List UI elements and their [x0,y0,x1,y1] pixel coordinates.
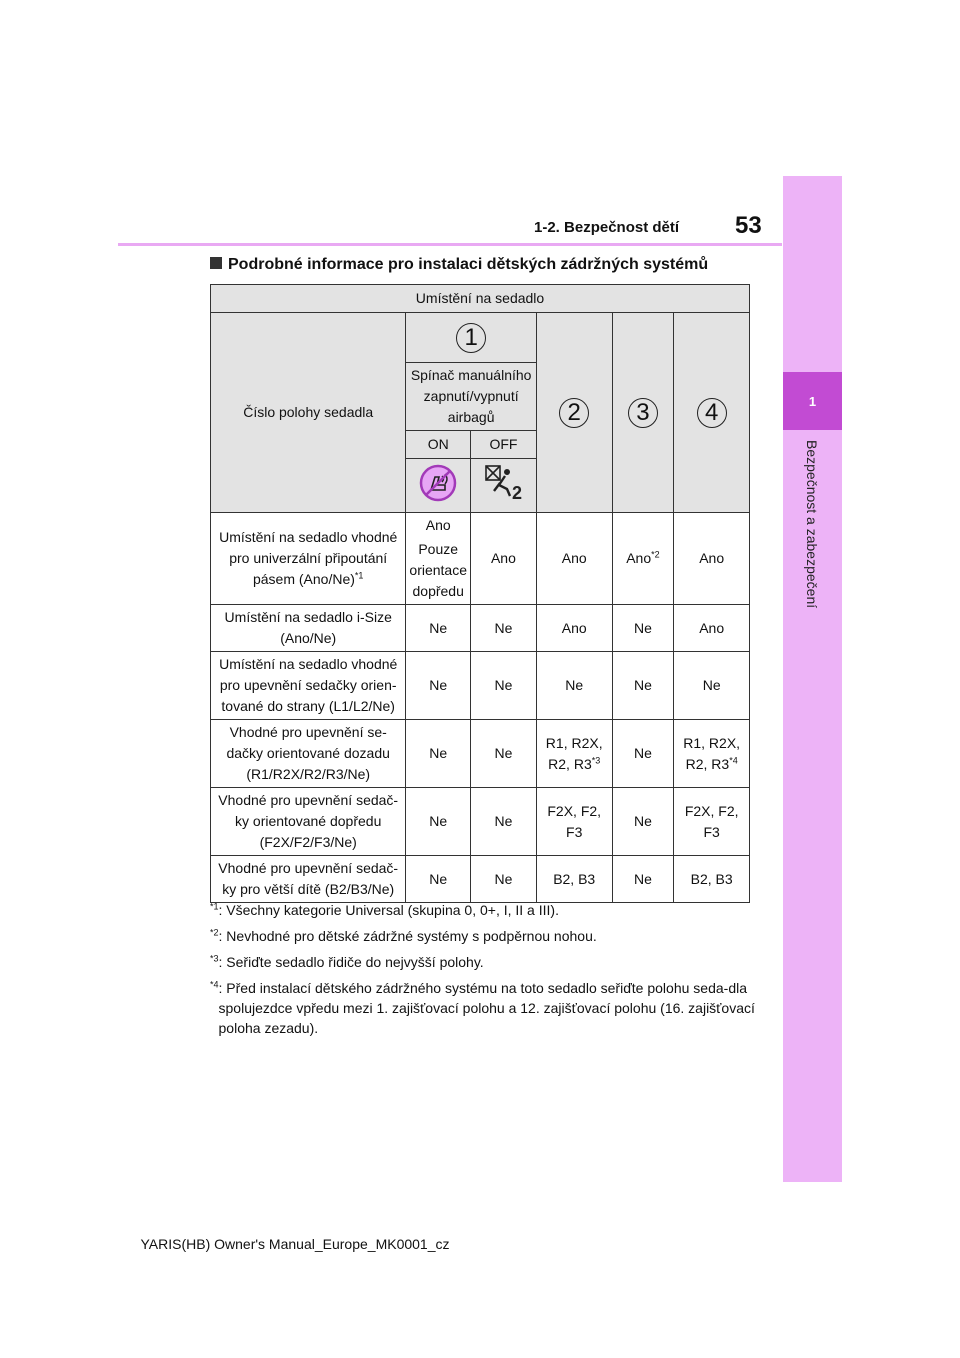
airbag-on-icon-cell [471,459,537,513]
cell-pos1-on: Ne [406,605,471,652]
cell-pos2: Ne [536,652,612,720]
chapter-number-tab[interactable] [783,372,842,430]
cell-pos4: Ano [674,513,750,605]
row-label: Vhodné pro upevnění sedač-ky orientované dopředu (F2X/F2/F3/Ne) [211,788,406,856]
cell-pos1-on: Ne [406,720,471,788]
section-heading-text: Podrobné informace pro instalaci dětských zádržných systémů [228,256,709,273]
square-bullet-icon [210,257,222,269]
cell-pos4: R1, R2X, R2, R3$^{*4}$ [674,720,750,788]
row-label: Umístění na sedadlo vhodné pro upevnění sedačky orien-tované do strany (L1/L2/Ne) [211,652,406,720]
chapter-title: Bezpečnost a zabezpečení [804,440,820,609]
airbag-off-icon [418,463,458,503]
table-top-header: Umístění na sedadlo [211,285,750,313]
cell-pos3: Ne [612,856,674,903]
page-footer [0,1236,960,1252]
footnotes [210,900,758,1044]
footnote: $^{*4}$ : Před instalací dětského zádržného systému na toto sedadlo seřiďte polohu seda-dla spolujezdce vpředu mezi 1. zajišťovací polohu a 12. zajišťovací polohu (16. zajišťovací poloha zezadu). [210,979,755,1036]
cell-pos3: Ano$^{*2}$ [612,513,674,605]
cell-pos2: Ano [536,513,612,605]
cell-pos4: Ano [674,605,750,652]
cell-pos2: Ano [536,605,612,652]
cell-pos3: Ne [612,788,674,856]
position-1-cell [406,313,536,363]
page-number: 53 [735,212,762,239]
cell-pos3: Ne [612,652,674,720]
cell-pos1-off: Ne [471,605,537,652]
position-3-cell [612,313,674,513]
row-label: Umístění na sedadlo vhodné pro univerzální připoutání pásem $(Ano/Ne)^{*1}$ [211,513,406,605]
cell-pos1-off: Ne [471,652,537,720]
cell-pos4: Ne [674,652,750,720]
cell-pos3: Ne [612,720,674,788]
airbag-switch-label: Spínač manuálního zapnutí/vypnutí airbagů [406,363,536,431]
cell-pos1-on: Ne [406,788,471,856]
row-header-seat-number: Číslo polohy sedadla [211,313,406,513]
section-label: 1-2. Bezpečnost dětí [534,219,680,236]
row-label: Vhodné pro upevnění se-dačky orientované dozadu (R1/R2X/R2/R3/Ne) [211,720,406,788]
footnote: $^{*1}$ : Všechny kategorie Universal (skupina 0, 0+, I, II a III). [210,901,559,918]
position-2-icon: 2 [559,398,589,428]
switch-off-label: OFF [471,431,537,459]
cell-pos4: B2, B3 [674,856,750,903]
airbag-on-icon [480,463,526,503]
cell-pos1-on: Ne [406,652,471,720]
position-4-icon: 4 [697,398,727,428]
footnote: $^{*2}$ : Nevhodné pro dětské zádržné systémy s podpěrnou nohou. [210,927,597,944]
cell-pos1-off: Ne [471,856,537,903]
cell-pos2: B2, B3 [536,856,612,903]
footnote: $^{*3}$ : Seřiďte sedadlo řidiče do nejvyšší polohy. [210,953,484,970]
header-rule [118,243,782,246]
cell-pos1-off: Ne [471,720,537,788]
cell-pos1-on: Ano Pouze orientace dopředu [406,513,471,605]
cell-pos3: Ne [612,605,674,652]
side-tab-strip [783,176,842,1182]
cell-pos2: R1, R2X, R2, R3$^{*3}$ [536,720,612,788]
svg-text:2: 2 [512,482,523,503]
footer-text: YARIS(HB) Owner's Manual_Europe_MK0001_cz [140,1236,450,1252]
cell-pos4: F2X, F2, F3 [674,788,750,856]
chapter-number: 1 [808,393,817,409]
airbag-off-icon-cell [406,459,471,513]
section-heading [210,256,708,274]
cell-pos1-on: Ne [406,856,471,903]
cell-pos1-off: Ne [471,788,537,856]
seat-position-table [210,284,750,903]
cell-pos1-off: Ano [471,513,537,605]
cell-pos2: F2X, F2, F3 [536,788,612,856]
row-label: Vhodné pro upevnění sedač-ky pro větší dítě (B2/B3/Ne) [211,856,406,903]
position-1-icon: 1 [456,323,486,353]
switch-on-label: ON [406,431,471,459]
position-2-cell [536,313,612,513]
row-label: Umístění na sedadlo i-Size (Ano/Ne) [211,605,406,652]
position-3-icon: 3 [628,398,658,428]
position-4-cell [674,313,750,513]
